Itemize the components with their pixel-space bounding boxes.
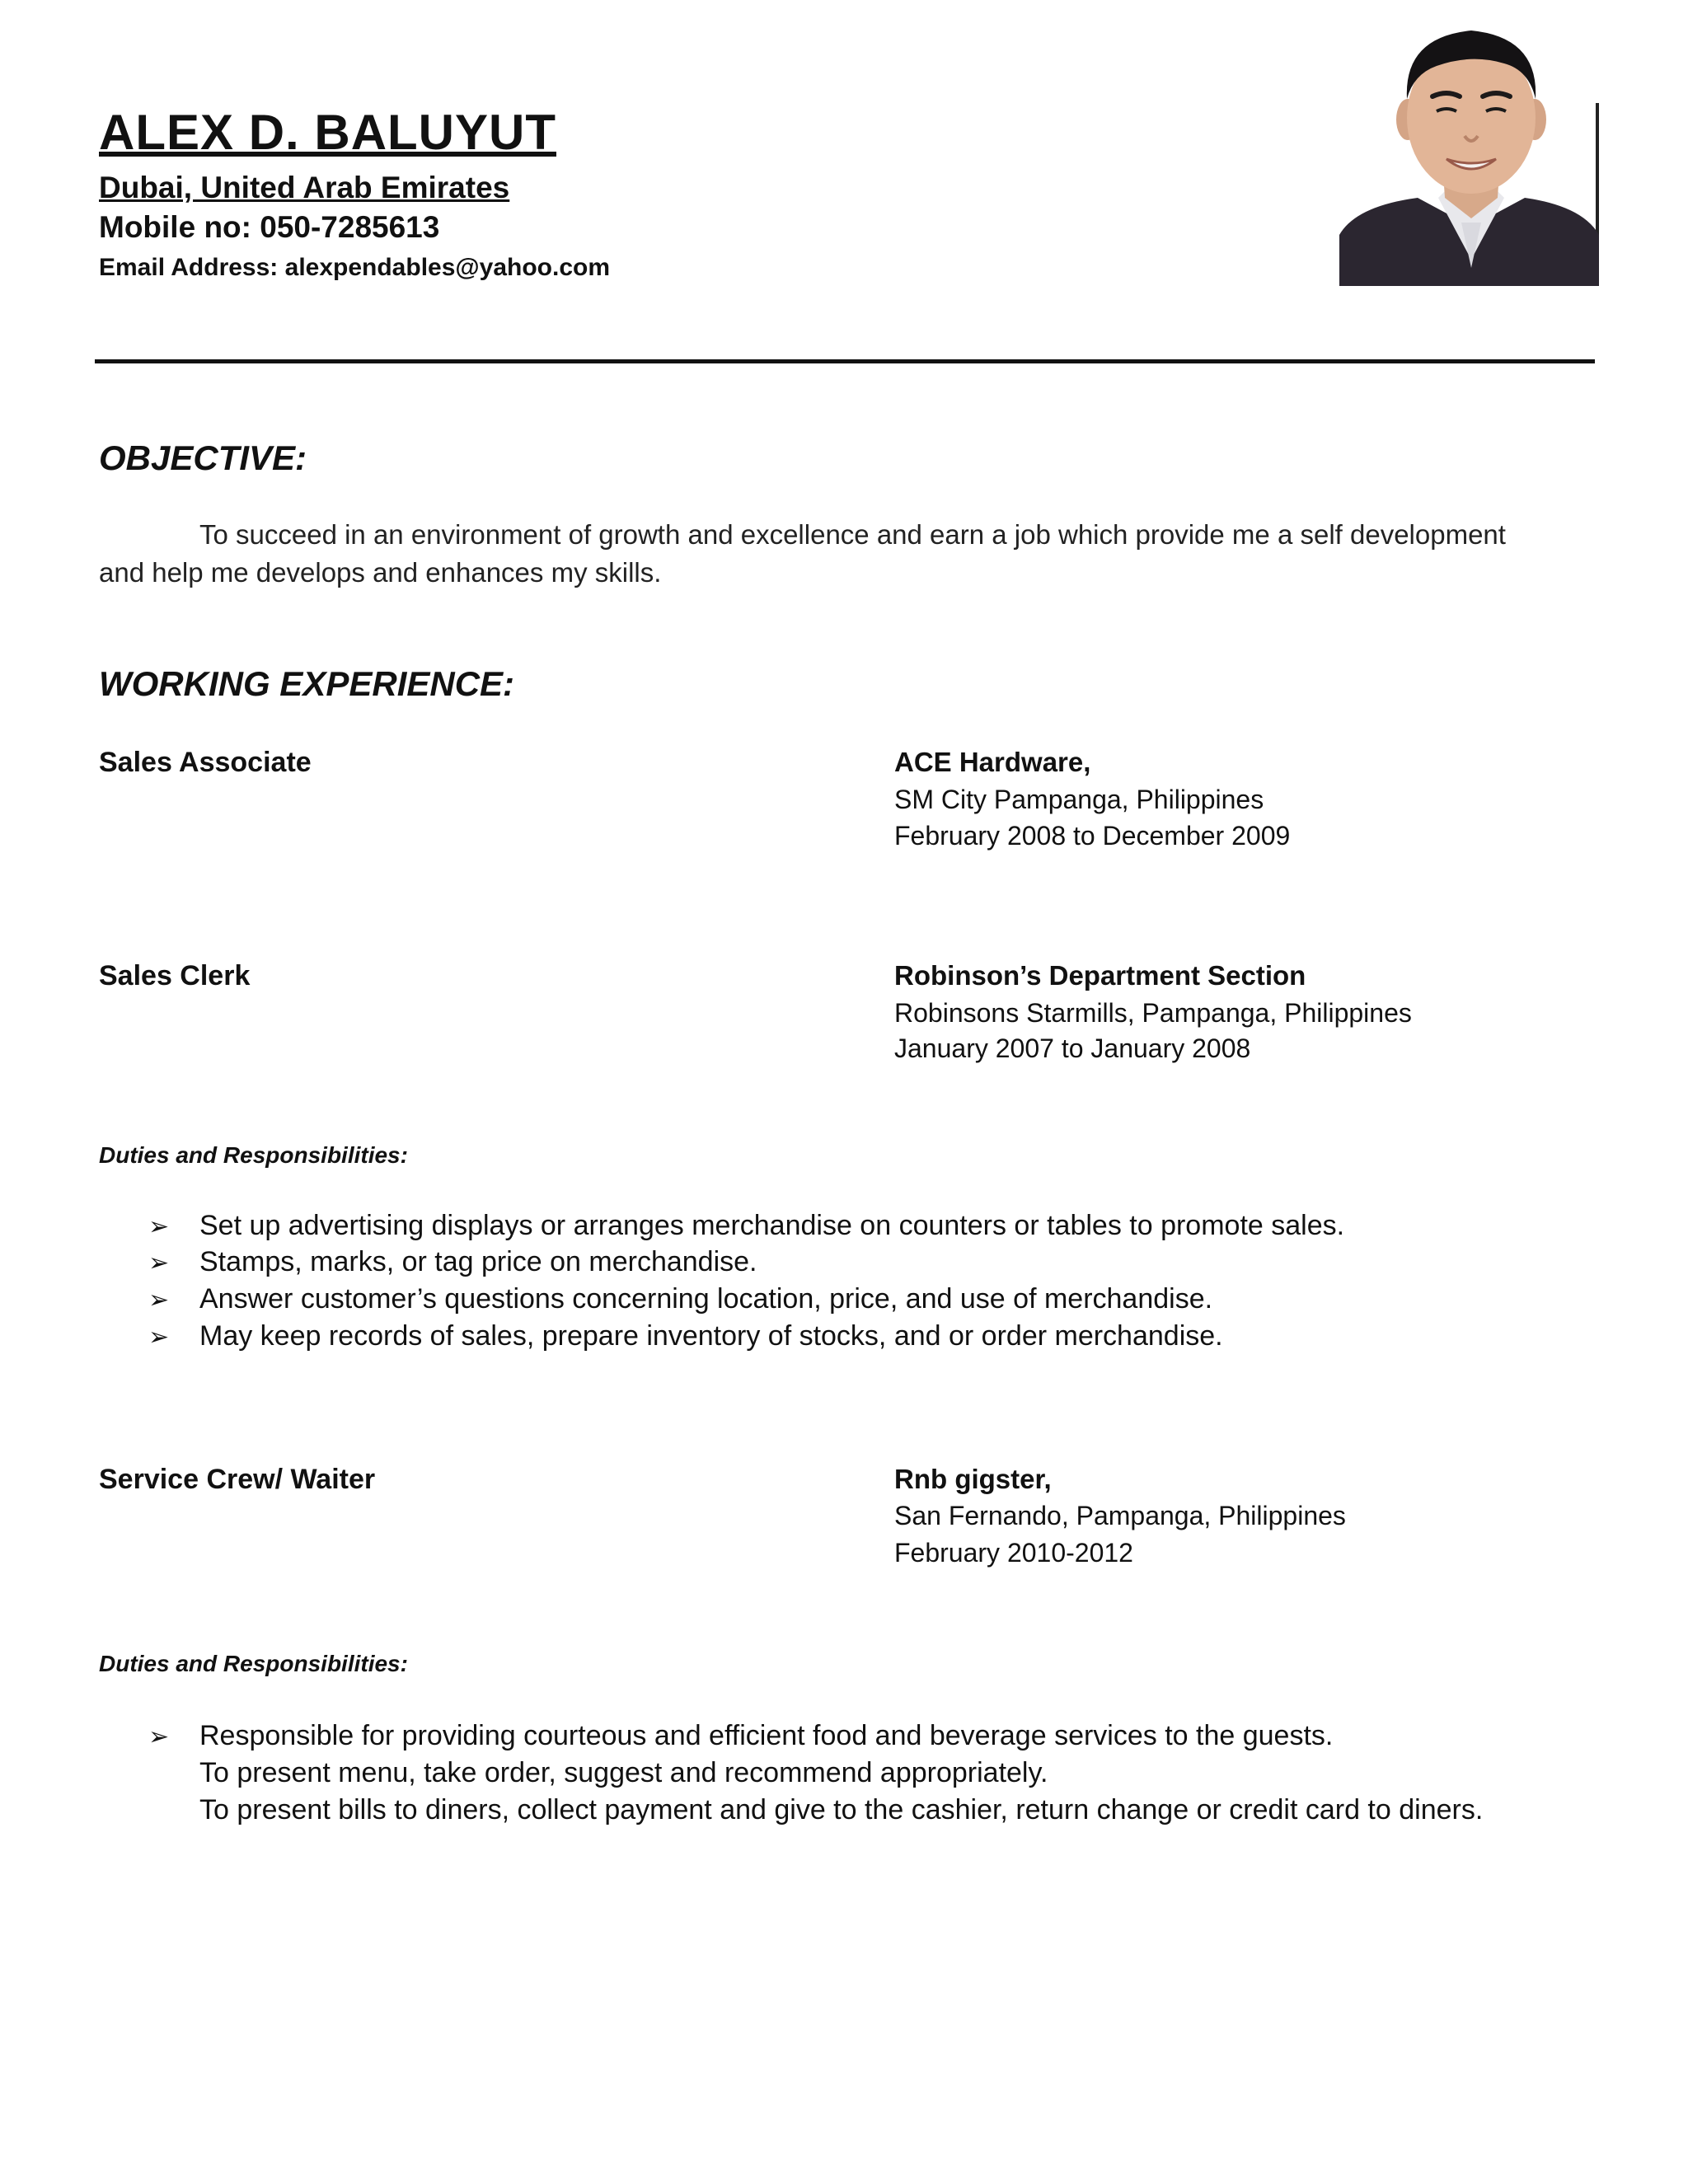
list-item-continuation: To present bills to diners, collect payment and give to the cashier, return change or credit card to diners. bbox=[199, 1794, 1484, 1825]
list-item-text: Stamps, marks, or tag price on merchandise. bbox=[199, 1246, 757, 1277]
list-item-text: Answer customer’s questions concerning location, price, and use of merchandise. bbox=[199, 1283, 1213, 1315]
job-dates: February 2008 to December 2009 bbox=[894, 821, 1291, 851]
applicant-mobile: Mobile no: 050-7285613 bbox=[99, 210, 440, 244]
list-item-continuation: To present menu, take order, suggest and recommend appropriately. bbox=[199, 1757, 1048, 1788]
list-item bbox=[148, 1207, 1344, 1245]
arrowhead-bullet-icon: ➢ bbox=[148, 1324, 170, 1351]
applicant-location: Dubai, United Arab Emirates bbox=[99, 171, 510, 204]
job-employer: Robinson’s Department Section bbox=[894, 960, 1306, 991]
applicant-photo bbox=[1339, 21, 1599, 286]
job-title: Sales Clerk bbox=[99, 960, 251, 991]
list-item-text: May keep records of sales, prepare inventory of stocks, and or order merchandise. bbox=[199, 1320, 1223, 1352]
list-item bbox=[148, 1281, 1212, 1319]
job-employer: ACE Hardware, bbox=[894, 747, 1091, 777]
job-dates: February 2010-2012 bbox=[894, 1538, 1133, 1568]
job-dates: January 2007 to January 2008 bbox=[894, 1033, 1251, 1063]
experience-heading: WORKING EXPERIENCE: bbox=[99, 664, 515, 703]
job-title: Service Crew/ Waiter bbox=[99, 1464, 376, 1495]
arrowhead-bullet-icon: ➢ bbox=[148, 1249, 170, 1277]
job-title: Sales Associate bbox=[99, 747, 312, 778]
list-item bbox=[148, 1244, 757, 1282]
arrowhead-bullet-icon: ➢ bbox=[148, 1213, 170, 1240]
list-item bbox=[148, 1318, 1223, 1356]
job-employer: Rnb gigster, bbox=[894, 1464, 1052, 1494]
list-item-text: Responsible for providing courteous and efficient food and beverage services to the guests. bbox=[199, 1720, 1334, 1751]
duties-heading: Duties and Responsibilities: bbox=[99, 1142, 408, 1168]
objective-text: To succeed in an environment of growth and excellence and earn a job which provide me a self development and help me develops and enhances my skills. bbox=[99, 519, 1506, 588]
applicant-email: Email Address: alexpendables@yahoo.com bbox=[99, 254, 611, 281]
duties-heading: Duties and Responsibilities: bbox=[99, 1651, 408, 1676]
list-item-text: Set up advertising displays or arranges merchandise on counters or tables to promote sales. bbox=[199, 1210, 1345, 1241]
job-location: SM City Pampanga, Philippines bbox=[894, 785, 1264, 814]
arrowhead-bullet-icon: ➢ bbox=[148, 1286, 170, 1314]
applicant-name: ALEX D. BALUYUT bbox=[99, 105, 556, 160]
job-location: San Fernando, Pampanga, Philippines bbox=[894, 1501, 1346, 1530]
arrowhead-bullet-icon: ➢ bbox=[148, 1723, 170, 1750]
header-divider bbox=[95, 359, 1595, 363]
list-item bbox=[148, 1718, 1333, 1755]
objective-heading: OBJECTIVE: bbox=[99, 438, 307, 477]
job-location: Robinsons Starmills, Pampanga, Philippines bbox=[894, 998, 1412, 1028]
